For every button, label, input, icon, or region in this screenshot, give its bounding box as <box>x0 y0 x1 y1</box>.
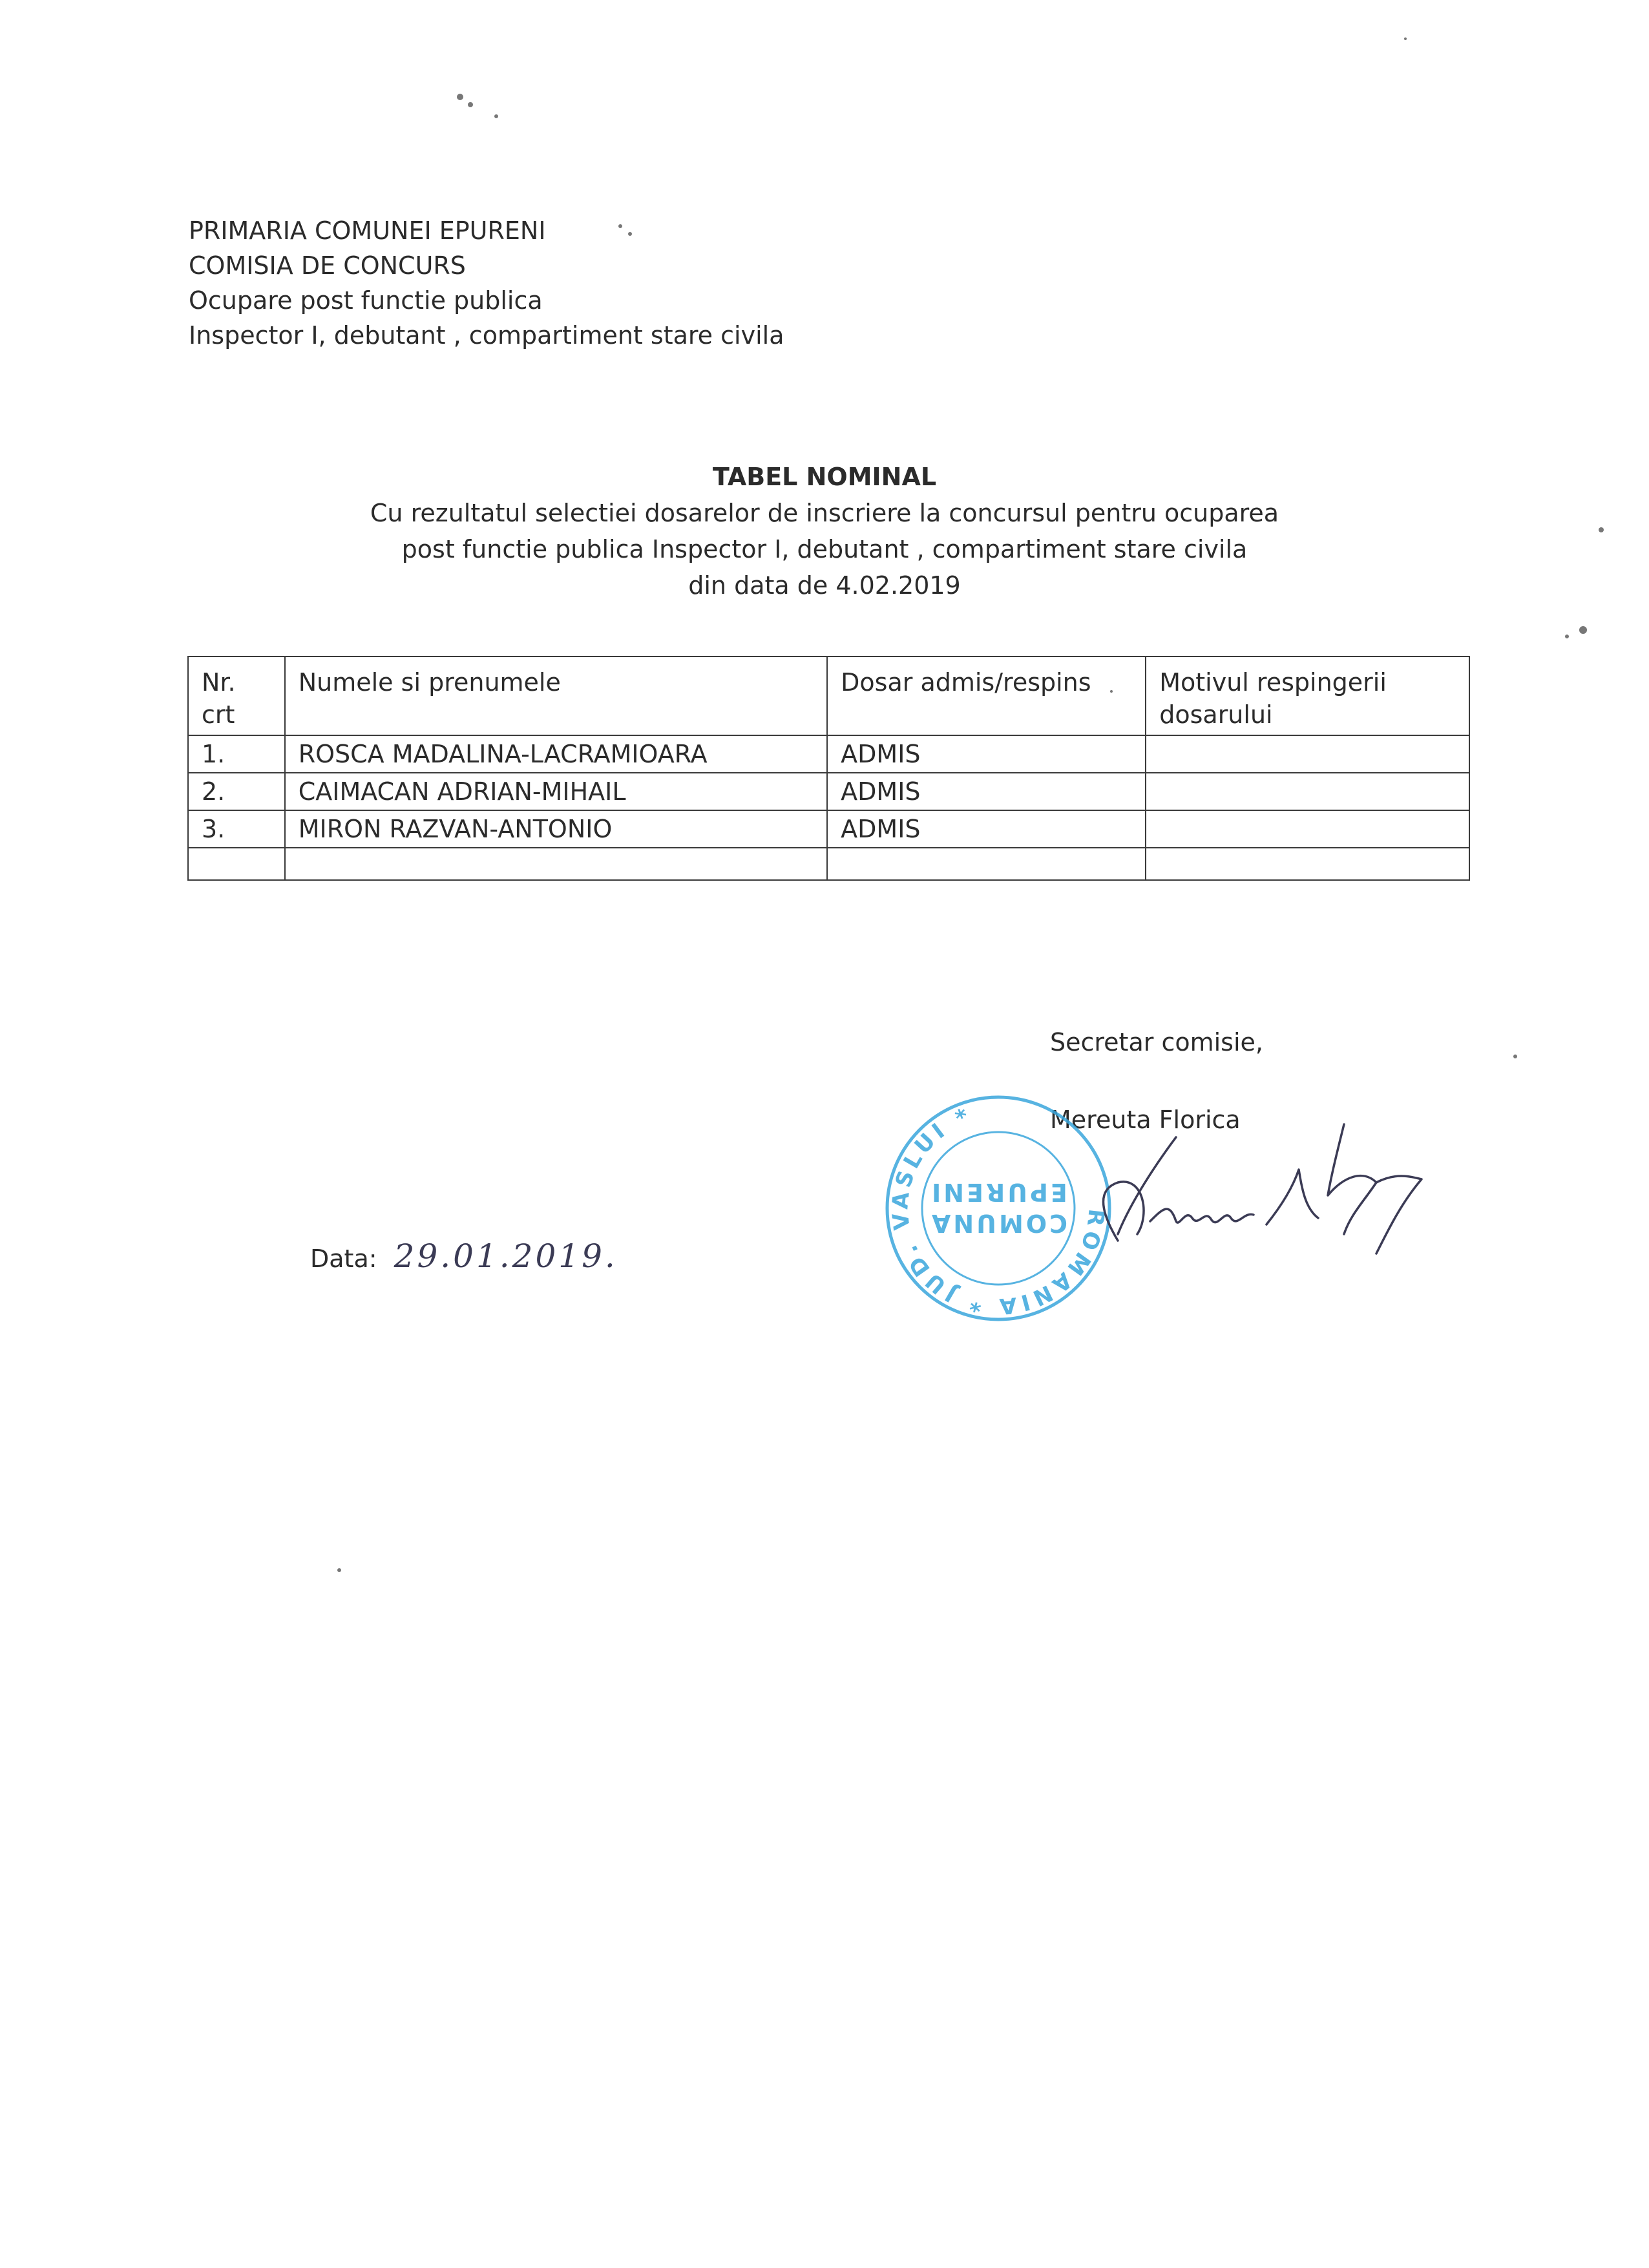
header-line-commission: COMISIA DE CONCURS <box>189 251 466 280</box>
cell-empty <box>188 848 285 880</box>
cell-nr: 2. <box>188 773 285 810</box>
document-subtitle-line3: din data de 4.02.2019 <box>688 571 961 600</box>
cell-empty <box>827 848 1146 880</box>
cell-name: CAIMACAN ADRIAN-MIHAIL <box>285 773 827 810</box>
document-subtitle-line1: Cu rezultatul selectiei dosarelor de inscriere la concursul pentru ocuparea <box>370 499 1279 527</box>
header-line-institution: PRIMARIA COMUNEI EPURENI <box>189 216 546 245</box>
header-line-position: Inspector I, debutant , compartiment stare civila <box>189 321 784 350</box>
stamp-inner-bottom: EPURENI <box>929 1178 1067 1206</box>
cell-name: MIRON RAZVAN-ANTONIO <box>285 810 827 848</box>
cell-reason <box>1146 773 1469 810</box>
table-row <box>188 735 1469 773</box>
cell-nr: 1. <box>188 735 285 773</box>
handwritten-signature <box>1073 1111 1434 1279</box>
document-title: TABEL NOMINAL <box>712 463 937 491</box>
column-header-name: Numele si prenumele <box>285 656 827 735</box>
table-header-row <box>188 656 1469 735</box>
secretary-name: Mereuta Florica <box>1050 1106 1241 1134</box>
cell-nr: 3. <box>188 810 285 848</box>
table-row-empty <box>188 848 1469 880</box>
cell-status: ADMIS <box>827 735 1146 773</box>
header-line-purpose: Ocupare post functie publica <box>189 286 543 315</box>
results-table <box>187 656 1470 881</box>
stamp-outer-text: ROMANIA * JUD. VASLUI * <box>887 1102 1109 1319</box>
title-block <box>0 459 1649 604</box>
cell-reason <box>1146 735 1469 773</box>
cell-status: ADMIS <box>827 773 1146 810</box>
cell-name: ROSCA MADALINA-LACRAMIOARA <box>285 735 827 773</box>
cell-reason <box>1146 810 1469 848</box>
results-table-wrap <box>187 656 1470 881</box>
column-header-status: Dosar admis/respins <box>827 656 1146 735</box>
cell-status: ADMIS <box>827 810 1146 848</box>
cell-empty <box>285 848 827 880</box>
document-subtitle-line2: post functie publica Inspector I, debutant , compartiment stare civila <box>401 535 1248 563</box>
date-value-handwritten: 29.01.2019. <box>394 1237 618 1275</box>
date-line <box>310 1237 618 1275</box>
table-row <box>188 773 1469 810</box>
date-label: Data: <box>310 1244 377 1273</box>
cell-empty <box>1146 848 1469 880</box>
column-header-nr: Nr. crt <box>188 656 285 735</box>
secretary-role: Secretar comisie, <box>1050 1028 1263 1056</box>
column-header-reason: Motivul respingerii dosarului <box>1146 656 1469 735</box>
institution-header <box>189 213 784 353</box>
stamp-inner-top: COMUNA <box>929 1209 1068 1237</box>
table-row <box>188 810 1469 848</box>
